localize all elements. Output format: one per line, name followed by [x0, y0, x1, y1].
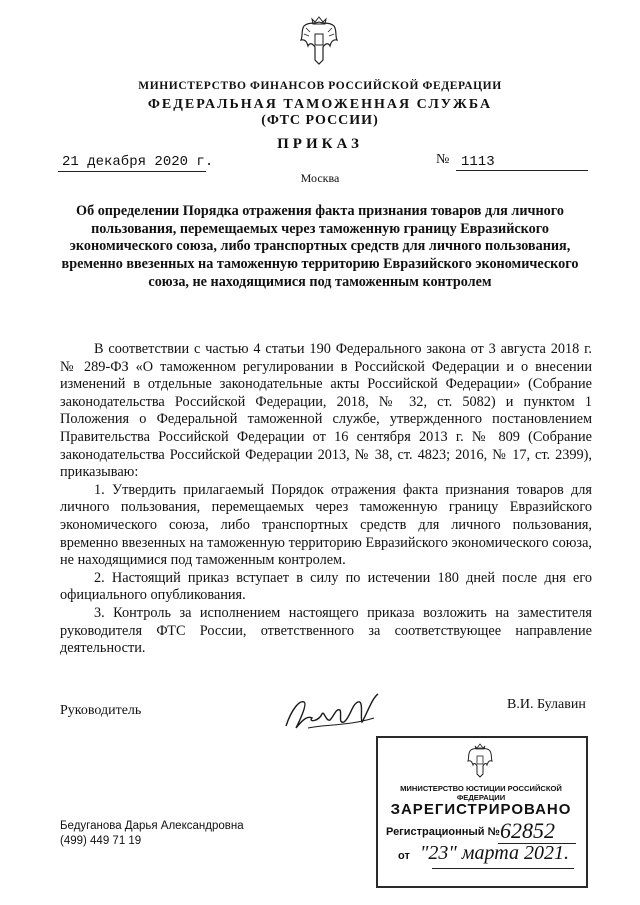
city: Москва	[300, 171, 340, 185]
stamp-date-prefix: от	[398, 850, 410, 862]
stamp-ministry: МИНИСТЕРСТВО ЮСТИЦИИ РОССИЙСКОЙ ФЕДЕРАЦИИ	[400, 784, 562, 802]
stamp-registration-number: 62852	[500, 818, 555, 843]
coat-of-arms-emblem	[296, 16, 342, 66]
executor-info	[60, 819, 244, 849]
item-1-paragraph: 1. Утвердить прилагаемый Порядок отражения факта признания товаров для личного пользования, перемещаемых через таможенную границу Евразийского экономического союза, либо транспортных средств для личного пользования, временно ввезенных на таможенную территорию Евразийского экономического союза, не находящимися под таможенным контролем.	[60, 481, 592, 569]
order-date: 21 декабря 2020 г.	[62, 154, 214, 170]
signer-name: В.И. Булавин	[507, 697, 586, 712]
order-number-label: №	[436, 152, 450, 167]
order-number: 1113	[461, 154, 495, 170]
stamp-registration-number-label: Регистрационный №	[386, 826, 500, 838]
document-body	[60, 341, 592, 658]
document-type: ПРИКАЗ	[277, 136, 363, 152]
stamp-registered: ЗАРЕГИСТРИРОВАНО	[390, 801, 572, 818]
service-abbreviation: (ФТС РОССИИ)	[261, 113, 379, 128]
service-name: ФЕДЕРАЛЬНАЯ ТАМОЖЕННАЯ СЛУЖБА	[147, 97, 493, 112]
item-3-paragraph: 3. Контроль за исполнением настоящего приказа возложить на заместителя руководителя ФТС России, ответственного за соответствующее направление деятельности.	[60, 604, 592, 657]
ministry-name: МИНИСТЕРСТВО ФИНАНСОВ РОССИЙСКОЙ ФЕДЕРАЦИИ	[138, 80, 502, 92]
handwritten-signature	[278, 688, 388, 738]
item-2-paragraph: 2. Настоящий приказ вступает в силу по истечении 180 дней после дня его официального опубликования.	[60, 569, 592, 604]
stamp-date: "23" марта 2021.	[420, 842, 569, 864]
stamp-date-underline	[432, 868, 574, 869]
executor-name: Бедуганова Дарья Александровна	[60, 820, 244, 832]
document-title: Об определении Порядка отражения факта признания товаров для личного пользования, перемещаемых через таможенную границу Евразийского экономического союза, либо транспортных средств для личного пользования, временно ввезенных на таможенную территорию Евразийского экономического союза, не находящимися под таможенным контролем	[61, 203, 579, 290]
preamble-paragraph: В соответствии с частью 4 статьи 190 Федерального закона от 3 августа 2018 г. № 289-ФЗ «О таможенном регулировании в Российской Федерации и о внесении изменений в отдельные законодательные акты Российской Федерации» (Собрание законодательства Российской Федерации, 2018, № 32, ст. 5082) и пунктом 1 Положения о Федеральной таможенной службе, утвержденного постановлением Правительства Российской Федерации от 16 сентября 2013 г. № 809 (Собрание законодательства Российской Федерации 2013, № 38, ст. 4823; 2016, № 17, ст. 2399), приказываю:	[60, 341, 592, 481]
signer-position: Руководитель	[60, 703, 142, 718]
executor-phone: (499) 449 71 19	[60, 835, 142, 847]
stamp-emblem-icon	[464, 743, 496, 779]
